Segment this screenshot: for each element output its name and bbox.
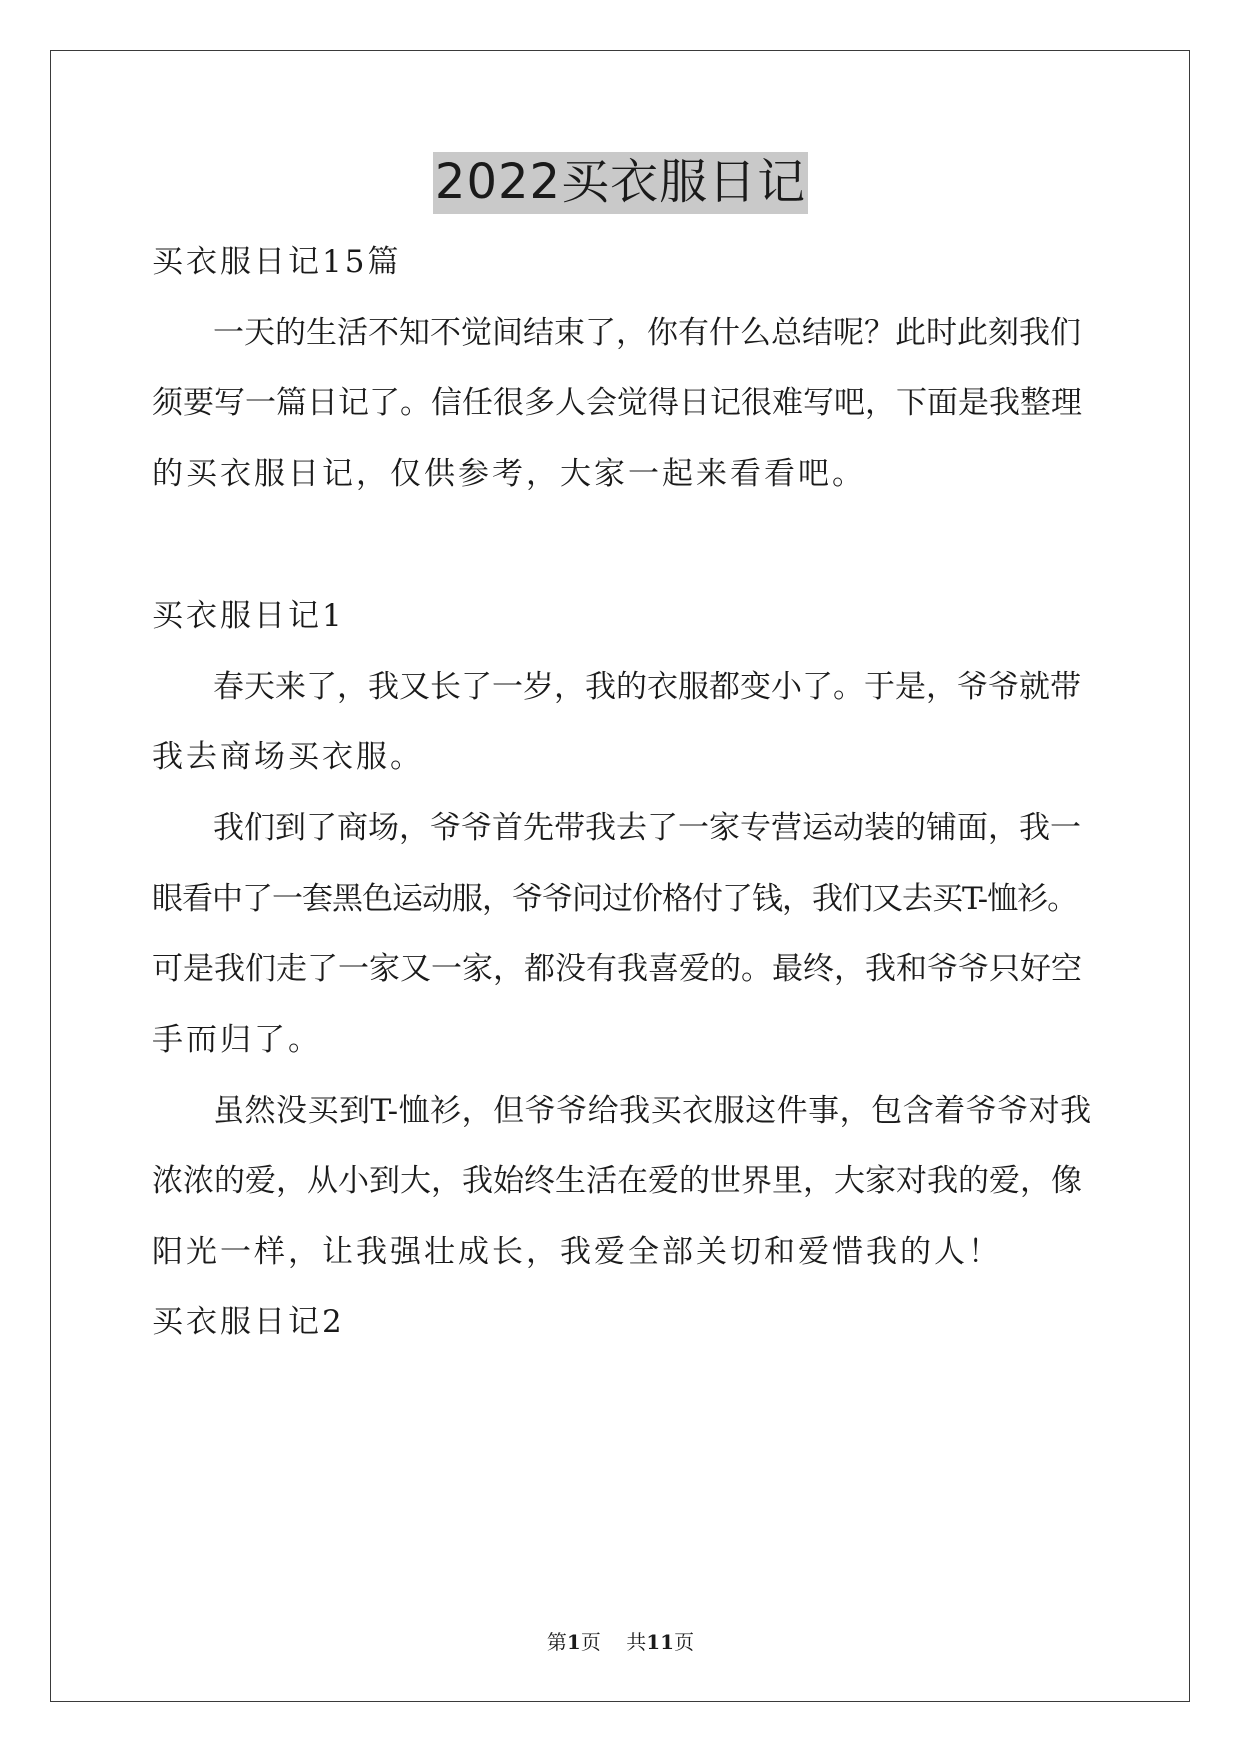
paragraph-line: 的买衣服日记，仅供参考，大家一起来看看吧。: [152, 456, 866, 492]
total-suffix: 页: [674, 1630, 695, 1654]
paragraph-line: 阳光一样，让我强壮成长，我爱全部关切和爱惜我的人！: [152, 1234, 1002, 1270]
paragraph-line: 我去商场买衣服。: [152, 739, 424, 775]
paragraph-line: 可是我们走了一家又一家，都没有我喜爱的。最终，我和爷爷只好空: [152, 951, 1082, 987]
page-prefix: 第: [546, 1630, 567, 1654]
page-suffix: 页: [580, 1630, 601, 1654]
paragraph-line: 须要写一篇日记了。信任很多人会觉得日记很难写吧，下面是我整理: [152, 385, 1082, 421]
paragraph-line: 虽然没买到T-恤衫，但爷爷给我买衣服这件事，包含着爷爷对我: [213, 1093, 1092, 1129]
section-heading: 买衣服日记2: [152, 1304, 345, 1340]
page-number: 1: [566, 1630, 581, 1654]
page-footer: [0, 1630, 1241, 1654]
page-border: [50, 50, 1190, 1702]
paragraph-line: 手而归了。: [152, 1022, 322, 1058]
document-title-text: 2022买衣服日记: [433, 152, 808, 214]
paragraph-line: 一天的生活不知不觉间结束了，你有什么总结呢？此时此刻我们: [213, 315, 1081, 351]
paragraph-line: 浓浓的爱，从小到大，我始终生活在爱的世界里，大家对我的爱，像: [152, 1163, 1082, 1199]
total-pages: 11: [646, 1630, 675, 1654]
document-subtitle: 买衣服日记15篇: [152, 244, 402, 280]
paragraph-line: 眼看中了一套黑色运动服，爷爷问过价格付了钱，我们又去买T-恤衫。: [152, 881, 1078, 917]
paragraph-line: 我们到了商场，爷爷首先带我去了一家专营运动装的铺面，我一: [213, 810, 1081, 846]
document-title: [0, 152, 1241, 214]
section-heading: 买衣服日记1: [152, 598, 345, 634]
paragraph-line: 春天来了，我又长了一岁，我的衣服都变小了。于是，爷爷就带: [213, 669, 1081, 705]
total-prefix: 共: [626, 1630, 647, 1654]
